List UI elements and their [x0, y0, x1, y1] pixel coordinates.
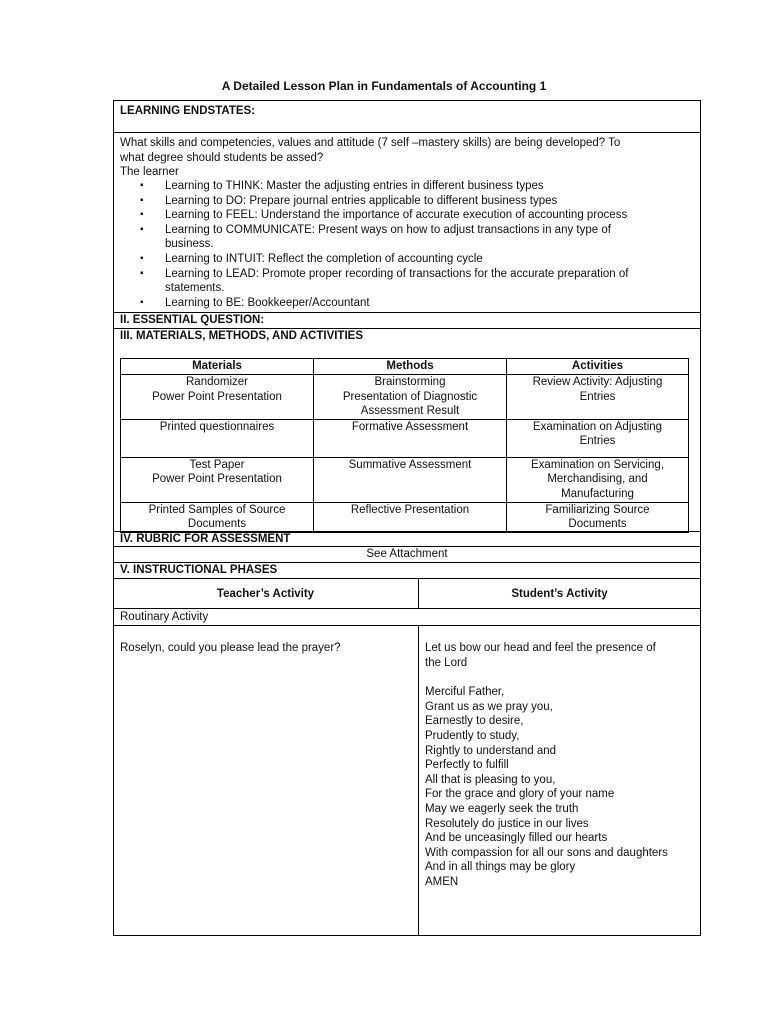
student-activity-header: Student’s Activity: [511, 588, 608, 600]
prayer-line: May we eagerly seek the truth: [425, 802, 579, 815]
prayer-line: AMEN: [425, 875, 459, 888]
prayer-line: Prudently to study,: [425, 729, 520, 742]
learning-skills-list: [130, 179, 690, 310]
list-item: ▪ Learning to INTUIT: Reflect the completion of accounting cycle: [130, 252, 690, 267]
learning-endstates-heading: LEARNING ENDSTATES:: [120, 105, 256, 117]
row-divider: [113, 608, 701, 609]
row-divider: [113, 578, 701, 579]
prayer-line: Earnestly to desire,: [425, 715, 524, 728]
table-row: Printed Samples of Source Documents Reflective Presentation Familiarizing Source Documents: [121, 502, 689, 532]
prayer-line: With compassion for all our sons and daughters: [425, 846, 668, 859]
rubric-heading: IV. RUBRIC FOR ASSESSMENT: [120, 533, 291, 545]
student-intro-line: Let us bow our head and feel the presence of: [425, 642, 656, 654]
prayer-line: Perfectly to fulfill: [425, 759, 509, 772]
prayer-line: And be unceasingly filled our hearts: [425, 832, 608, 845]
materials-methods-activities-table: [120, 358, 689, 533]
prayer-line: Grant us as we pray you,: [425, 700, 553, 713]
student-intro-line: the Lord: [425, 656, 468, 669]
activities-header: Activities: [507, 359, 689, 375]
see-attachment-text: See Attachment: [366, 548, 448, 560]
prayer-line: Rightly to understand and: [425, 744, 557, 757]
list-item: ▪ Learning to COMMUNICATE: Present ways on how to adjust transactions in any type of business.: [130, 223, 690, 252]
prayer-line: Resolutely do justice in our lives: [425, 817, 589, 830]
table-row: Printed questionnaires Formative Assessment Examination on Adjusting Entries: [121, 419, 689, 457]
list-item: ▪ Learning to LEAD: Promote proper recording of transactions for the accurate preparation of statements.: [130, 267, 690, 296]
student-response: [425, 641, 695, 890]
teacher-prompt: Roselyn, could you please lead the prayer?: [120, 642, 341, 654]
methods-header: Methods: [314, 359, 507, 375]
prayer-line: All that is pleasing to you,: [425, 773, 556, 786]
learner-label: The learner: [120, 166, 179, 178]
row-divider: [113, 132, 701, 133]
routinary-activity-label: Routinary Activity: [120, 611, 209, 623]
column-divider: [418, 625, 419, 935]
list-item: ▪ Learning to THINK: Master the adjusting entries in different business types: [130, 179, 690, 194]
list-item: ▪ Learning to FEEL: Understand the importance of accurate execution of accounting process: [130, 208, 690, 223]
instructional-phases-heading: V. INSTRUCTIONAL PHASES: [120, 564, 278, 576]
guiding-question-line-2: what degree should students be assed?: [120, 152, 324, 164]
list-item: ▪ Learning to DO: Prepare journal entries applicable to different business types: [130, 194, 690, 209]
table-row: Test Paper Power Point Presentation Summative Assessment Examination on Servicing, Merchandising, and Manufacturing: [121, 457, 689, 502]
prayer-line: Merciful Father,: [425, 686, 505, 699]
row-divider: [113, 625, 701, 626]
guiding-question-line-1: What skills and competencies, values and attitude (7 self –mastery skills) are being developed? To: [120, 137, 621, 149]
prayer-line: And in all things may be glory: [425, 861, 576, 874]
essential-question-heading: II. ESSENTIAL QUESTION:: [120, 314, 265, 326]
materials-heading: III. MATERIALS, METHODS, AND ACTIVITIES: [120, 330, 363, 342]
materials-header: Materials: [121, 359, 314, 375]
prayer-line: For the grace and glory of your name: [425, 788, 615, 801]
document-title: A Detailed Lesson Plan in Fundamentals of Accounting 1: [221, 79, 547, 93]
teacher-activity-header: Teacher’s Activity: [216, 588, 315, 600]
list-item: ▪ Learning to BE: Bookkeeper/Accountant: [130, 296, 690, 311]
table-row: Randomizer Power Point Presentation Brainstorming Presentation of Diagnostic Assessment Result Review Activity: Adjusting Entries: [121, 375, 689, 420]
